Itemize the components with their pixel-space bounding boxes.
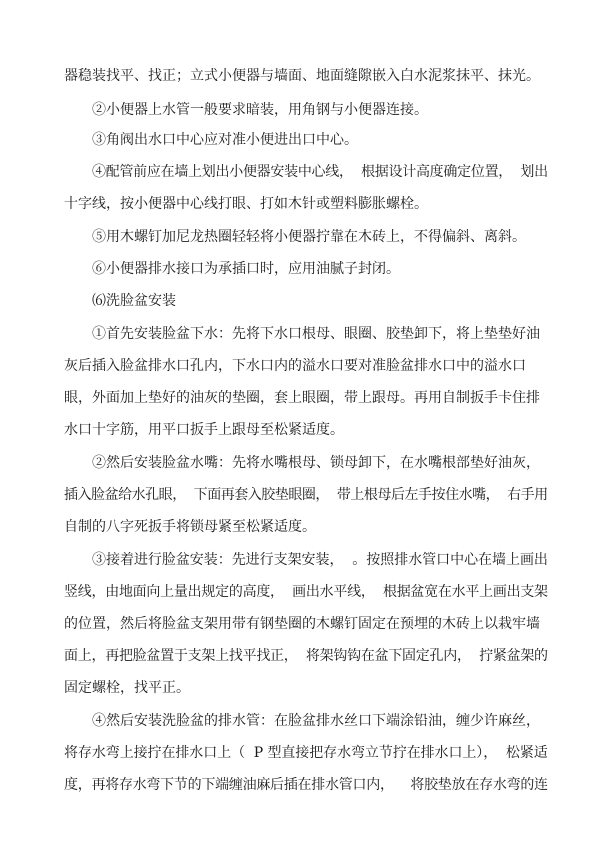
text-line: 灰后插入脸盆排水口孔内，下水口内的溢水口要对准脸盆排水口中的溢水口 [64, 358, 526, 374]
text-line: ④然后安装洗脸盆的排水管：在脸盆排水丝口下端涂铅油，缠少许麻丝， [92, 713, 540, 729]
text-line: ②然后安装脸盆水嘴：先将水嘴根母、锁母卸下，在水嘴根部垫好油灰， [92, 455, 540, 471]
text-line: ①首先安装脸盆下水：先将下水口根母、眼圈、胶垫卸下，将上垫垫好油 [92, 326, 540, 342]
text-line: 固定螺栓，找平正。 [64, 680, 190, 696]
text-line: 自制的八字死扳手将锁母紧至松紧适度。 [64, 519, 316, 535]
text-line: 十字线，按小便器中心线打眼、打如木针或塑料膨胀螺栓。 [64, 196, 428, 212]
text-line: 竖线，由地面向上量出规定的高度， 画出水平线， 根据盆宽在水平上画出支架 [64, 584, 548, 600]
section-heading: ⑹洗脸盆安装 [92, 293, 176, 309]
text-line: ⑥小便器排水接口为承插口时，应用油腻子封闭。 [92, 261, 400, 277]
text-line: ③角阀出水口中心应对准小便进出口中心。 [92, 132, 358, 148]
text-line: ④配管前应在墙上划出小便器安装中心线， 根据设计高度确定位置， 划出 [92, 164, 548, 180]
text-line: 的位置，然后将脸盆支架用带有钢垫圈的木螺钉固定在预埋的木砖上以栽牢墙 [64, 616, 540, 632]
text-line: 水口十字筋，用平口扳手上跟母至松紧适度。 [64, 422, 344, 438]
text-line: ③接着进行脸盆安装：先进行支架安装， 。按照排水管口中心在墙上画出 [92, 552, 548, 568]
text-line: ②小便器上水管一般要求暗装，用角钢与小便器连接。 [92, 102, 428, 118]
text-line: 插入脸盆给水孔眼， 下面再套入胶垫眼圈， 带上根母后左手按住水嘴， 右手用 [64, 487, 548, 503]
text-line: 面上，再把脸盆置于支架上找平找正， 将架钩钩在盆下固定孔内， 拧紧盆架的 [64, 648, 548, 664]
text-line: 器稳装找平、找正；立式小便器与墙面、地面缝隙嵌入白水泥浆抹平、抹光。 [64, 68, 540, 84]
text-line: 度，再将存水弯下节的下端缠油麻后插在排水管口内， 将胶垫放在存水弯的连 [64, 777, 548, 793]
text-line: ⑤用木螺钉加尼龙热圈轻轻将小便器拧靠在木砖上，不得偏斜、离斜。 [92, 229, 526, 245]
text-line: 眼，外面加上垫好的油灰的垫圈，套上眼圈，带上跟母。再用自制扳手卡住排 [64, 390, 540, 406]
text-line: 将存水弯上接拧在排水口上（ P 型直接把存水弯立节拧在排水口上）， 松紧适 [64, 745, 548, 761]
